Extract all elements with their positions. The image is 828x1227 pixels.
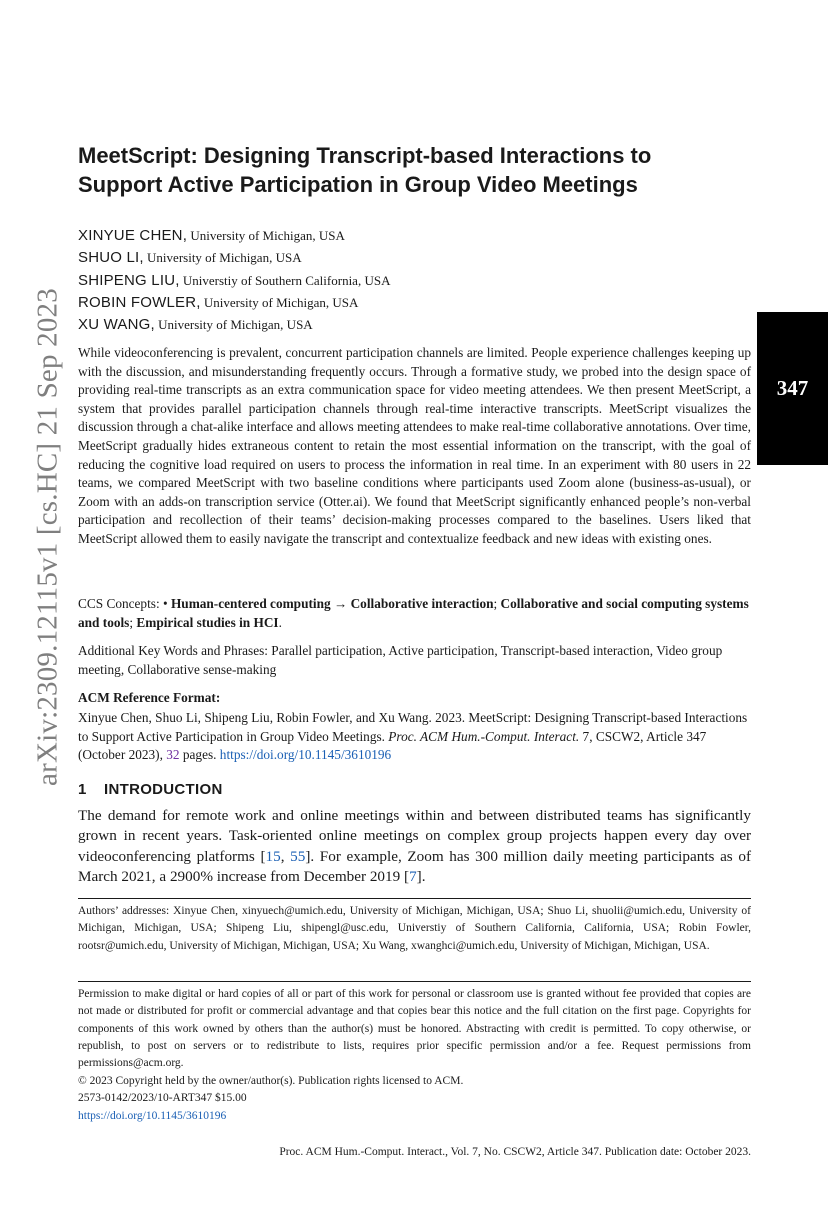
author-entry <box>78 314 748 336</box>
section-heading <box>78 781 223 798</box>
copyright-line: © 2023 Copyright held by the owner/author(s). Publication rights licensed to ACM. <box>78 1075 464 1087</box>
permission-notice: Permission to make digital or hard copies of all or part of this work for personal or classroom use is granted without fee provided that copies are not made or distributed for profit or commercial advantage and that copies bear this notice and the full citation on the first page. Copyrights for components of this work owned by others than the author(s) must be honored. Abstracting with credit is permitted. To copy otherwise, or republish, to post on servers or to redistribute to lists, requires prior specific permission and/or a fee. Request permissions from permissions@acm.org. <box>78 988 751 1070</box>
copyright-block <box>78 1073 751 1125</box>
running-footer: Proc. ACM Hum.-Comput. Interact., Vol. 7, No. CSCW2, Article 347. Publication date: October 2023. <box>279 1146 751 1158</box>
author-entry <box>78 225 748 247</box>
intro-text: , <box>280 847 291 865</box>
intro-text: The demand for remote work and online meetings within and between distributed teams has significantly grown in recent years. Task-oriented online meetings on complex group projects happen every day over videoconferencing platforms [ <box>78 807 751 865</box>
arxiv-stamp-text: arXiv:2309.12115v1 [cs.HC] 21 Sep 2023 <box>31 288 64 786</box>
issn-line: 2573-0142/2023/10-ART347 $15.00 <box>78 1092 247 1105</box>
author-name: ROBIN FOWLER, <box>78 293 201 311</box>
intro-paragraph <box>78 806 751 888</box>
citation-link[interactable]: 55 <box>290 847 306 865</box>
footer-doi-link[interactable]: https://doi.org/10.1145/3610196 <box>78 1109 227 1122</box>
author-addresses: Authors’ addresses: Xinyue Chen, xinyuech@umich.edu, University of Michigan, Michigan, USA; Shuo Li, shuolii@umich.edu, University of Michigan, Michigan, USA; Shipeng Liu, shipengl@usc.edu, Universtiy of Southern California, California, USA; Robin Fowler, rootsr@umich.edu, University of Michigan, Michigan, USA; Xu Wang, xwanghci@umich.edu, University of Michigan, Michigan, USA. <box>78 905 751 952</box>
ccs-separator: ; <box>493 596 501 611</box>
citation-link[interactable]: 7 <box>409 868 417 886</box>
reference-text: pages. <box>179 747 220 763</box>
citation-link[interactable]: 15 <box>265 847 281 865</box>
article-number: 347 <box>776 376 809 400</box>
doi-link[interactable]: https://doi.org/10.1145/3610196 <box>219 747 392 763</box>
intro-text: ]. <box>416 868 426 886</box>
ccs-concepts <box>78 595 751 632</box>
intro-text: ]. For example, Zoom has 300 million daily meeting participants as of March 2021, a 2900% increase from December 2019 [ <box>78 847 751 886</box>
reference-text: Xinyue Chen, Shuo Li, Shipeng Liu, Robin Fowler, and Xu Wang. 2023. MeetScript: Designing Transcript-based Interactions to Support Active Participation in Group Video Meetings. <box>78 710 748 744</box>
ccs-label: CCS Concepts: • <box>78 596 171 611</box>
ccs-concept: Empirical studies in HCI <box>136 614 279 630</box>
footnote-divider <box>78 898 751 899</box>
article-number-tab <box>757 312 828 465</box>
author-entry <box>78 292 748 314</box>
reference-journal: Proc. ACM Hum.-Comput. Interact. <box>388 728 580 744</box>
author-affiliation: University of Michigan, USA <box>154 317 313 333</box>
author-name: XU WANG, <box>78 316 155 334</box>
author-affiliation: University of Michigan, USA <box>187 228 345 243</box>
reference-heading: ACM Reference Format: <box>78 690 221 705</box>
author-name: SHUO LI, <box>78 249 144 267</box>
keywords: Additional Key Words and Phrases: Parallel participation, Active participation, Transcript-based interaction, Video group meeting, Collaborative sense-making <box>78 643 723 677</box>
ccs-concept: Human-centered computing → Collaborative interaction <box>170 596 494 611</box>
author-list <box>78 225 748 336</box>
reference-format <box>78 709 751 765</box>
abstract: While videoconferencing is prevalent, concurrent participation channels are limited. People experience challenges keeping up with the discussion, and misunderstanding frequently occurs. Through a formative study, we probed into the design space of providing real-time transcripts as an extra communication space for video meeting attendees. We then present MeetScript, a system that provides parallel participation channels through real-time interactive transcripts. MeetScript visualizes the discussion through a chat-alike interface and allows meeting attendees to make real-time collaborative annotations. Over time, MeetScript gradually hides extraneous content to retain the most essential information on the transcript, with the goal of reducing the cognitive load required on users to process the information in real time. In an experiment with 80 users in 22 teams, we compared MeetScript with two baseline conditions where participants used Zoom alone (business-as-usual), or Zoom with an adds-on transcription service (Otter.ai). We found that MeetScript significantly enhanced people’s non-verbal participation and recollection of their teams’ decision-making processes compared to the baselines. Users liked that MeetScript allowed them to easily navigate the transcript and contextualize feedback and new ideas with existing ones. <box>78 345 751 546</box>
author-entry <box>78 270 748 292</box>
section-title: INTRODUCTION <box>104 781 223 798</box>
author-entry <box>78 247 748 269</box>
author-affiliation: University of Michigan, USA <box>200 294 359 310</box>
ccs-separator: ; <box>129 614 137 630</box>
paper-title: MeetScript: Designing Transcript-based Interactions to Support Active Participation in Group Video Meetings <box>78 143 652 197</box>
author-affiliation: Universtiy of Southern California, USA <box>179 272 391 288</box>
ccs-concept: Collaborative and social computing systems and tools <box>78 596 749 630</box>
permission-divider <box>78 981 751 982</box>
ccs-end: . <box>278 614 282 630</box>
author-name: SHIPENG LIU, <box>78 271 180 289</box>
reference-text: 7, CSCW2, Article 347 (October 2023), <box>78 728 707 763</box>
author-affiliation: University of Michigan, USA <box>143 250 302 266</box>
section-number: 1 <box>78 781 87 798</box>
author-name: XINYUE CHEN, <box>78 227 188 244</box>
pages-link[interactable]: 32 <box>166 747 180 763</box>
